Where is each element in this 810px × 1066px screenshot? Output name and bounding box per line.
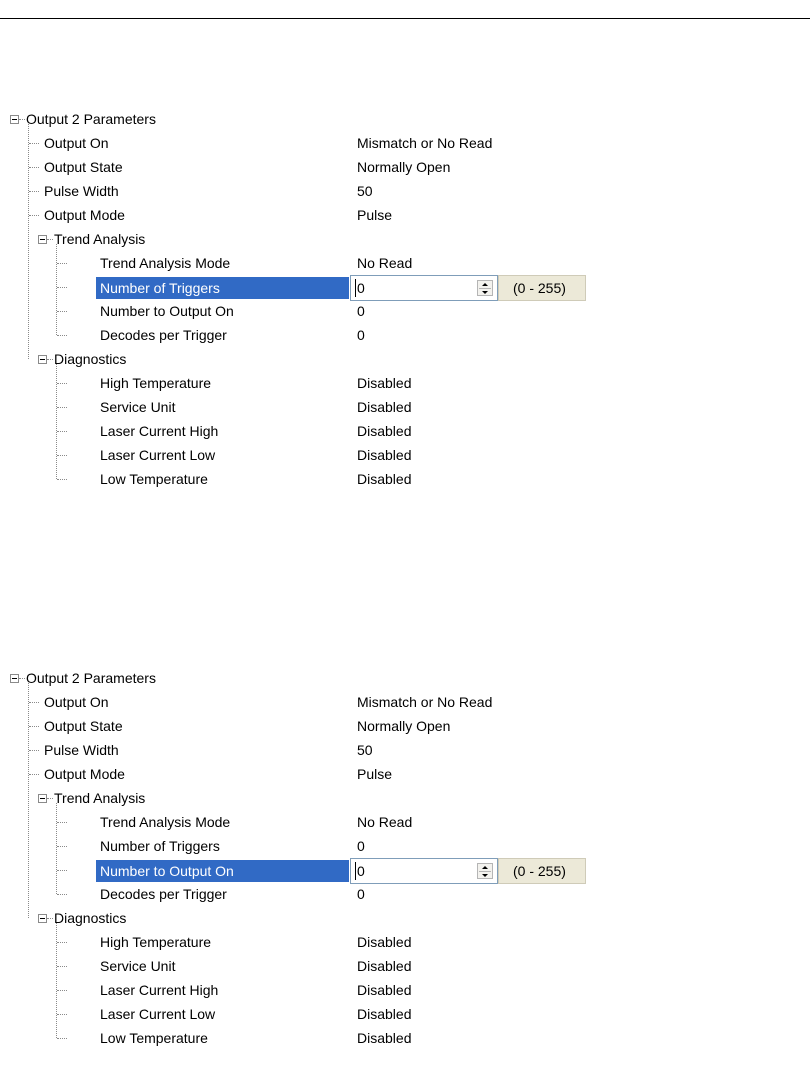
property-value[interactable]: Disabled bbox=[357, 399, 412, 415]
property-value[interactable]: Disabled bbox=[357, 423, 412, 439]
tree-node-diagnostics[interactable] bbox=[0, 906, 810, 930]
property-label: Output On bbox=[44, 694, 109, 710]
property-value[interactable]: Disabled bbox=[357, 982, 412, 998]
property-label: Laser Current High bbox=[100, 423, 219, 439]
property-value[interactable]: Normally Open bbox=[357, 159, 451, 175]
property-label: Decodes per Trigger bbox=[100, 886, 227, 902]
tree-node-output-2-parameters[interactable] bbox=[0, 666, 810, 690]
tree-node-label: Diagnostics bbox=[54, 910, 127, 926]
property-label: Number to Output On bbox=[100, 303, 234, 319]
tree-node-label: Trend Analysis bbox=[54, 231, 146, 247]
property-row-number-of-triggers-selected[interactable] bbox=[0, 275, 810, 299]
property-label: High Temperature bbox=[100, 375, 212, 391]
property-value[interactable]: Disabled bbox=[357, 447, 412, 463]
property-label: Trend Analysis Mode bbox=[100, 255, 231, 271]
value-range-hint: (0 - 255) bbox=[498, 275, 586, 301]
property-row-number-to-output-on[interactable] bbox=[0, 299, 810, 323]
property-row-pulse-width[interactable] bbox=[0, 738, 810, 762]
property-row-trend-analysis-mode[interactable] bbox=[0, 251, 810, 275]
property-value[interactable]: Disabled bbox=[357, 1030, 412, 1046]
property-value[interactable]: Mismatch or No Read bbox=[357, 694, 493, 710]
collapse-icon[interactable] bbox=[38, 235, 47, 244]
property-row-laser-current-high[interactable] bbox=[0, 419, 810, 443]
tree-node-label: Output 2 Parameters bbox=[26, 111, 156, 127]
property-value[interactable]: 50 bbox=[357, 183, 373, 199]
spin-up-icon[interactable] bbox=[482, 283, 488, 286]
property-value[interactable]: No Read bbox=[357, 814, 413, 830]
property-value[interactable]: 0 bbox=[357, 886, 365, 902]
property-label: Output Mode bbox=[44, 766, 125, 782]
property-label: Output State bbox=[44, 159, 123, 175]
property-row-pulse-width[interactable] bbox=[0, 179, 810, 203]
property-value[interactable]: 0 bbox=[357, 303, 365, 319]
property-value[interactable]: Pulse bbox=[357, 207, 393, 223]
number-of-triggers-input[interactable]: 0 bbox=[350, 275, 498, 301]
text-caret bbox=[355, 862, 356, 880]
property-row-low-temperature[interactable] bbox=[0, 467, 810, 491]
property-label: High Temperature bbox=[100, 934, 212, 950]
property-label: Pulse Width bbox=[44, 742, 119, 758]
property-row-laser-current-low[interactable] bbox=[0, 1002, 810, 1026]
tree-node-trend-analysis[interactable] bbox=[0, 227, 810, 251]
spin-down-icon[interactable] bbox=[482, 874, 488, 877]
property-label: Decodes per Trigger bbox=[100, 327, 227, 343]
property-value[interactable]: Disabled bbox=[357, 375, 412, 391]
property-label: Service Unit bbox=[100, 399, 176, 415]
value-range-hint: (0 - 255) bbox=[498, 858, 586, 884]
property-value[interactable]: 0 bbox=[357, 327, 365, 343]
property-row-decodes-per-trigger[interactable] bbox=[0, 882, 810, 906]
property-value[interactable]: Disabled bbox=[357, 958, 412, 974]
property-row-output-state[interactable] bbox=[0, 714, 810, 738]
property-value[interactable]: Disabled bbox=[357, 471, 412, 487]
tree-node-output-2-parameters[interactable] bbox=[0, 107, 810, 131]
tree-node-diagnostics[interactable] bbox=[0, 347, 810, 371]
property-value[interactable]: No Read bbox=[357, 255, 413, 271]
tree-node-trend-analysis[interactable] bbox=[0, 786, 810, 810]
spin-up-icon[interactable] bbox=[482, 866, 488, 869]
property-value[interactable]: 0 bbox=[357, 838, 365, 854]
property-row-number-to-output-on-selected[interactable] bbox=[0, 858, 810, 882]
spin-button[interactable] bbox=[477, 863, 493, 879]
tree-node-label: Diagnostics bbox=[54, 351, 127, 367]
property-row-service-unit[interactable] bbox=[0, 395, 810, 419]
collapse-icon[interactable] bbox=[10, 115, 19, 124]
property-label: Trend Analysis Mode bbox=[100, 814, 231, 830]
property-value[interactable]: Normally Open bbox=[357, 718, 451, 734]
property-label: Laser Current High bbox=[100, 982, 219, 998]
spin-button[interactable] bbox=[477, 280, 493, 296]
property-row-output-mode[interactable] bbox=[0, 203, 810, 227]
property-row-laser-current-high[interactable] bbox=[0, 978, 810, 1002]
property-row-high-temperature[interactable] bbox=[0, 371, 810, 395]
number-to-output-on-input[interactable]: 0 bbox=[350, 858, 498, 884]
property-row-output-on[interactable] bbox=[0, 131, 810, 155]
collapse-icon[interactable] bbox=[38, 355, 47, 364]
tree-node-label: Output 2 Parameters bbox=[26, 670, 156, 686]
property-tree-panel-1 bbox=[0, 107, 810, 507]
property-value[interactable]: Mismatch or No Read bbox=[357, 135, 493, 151]
property-row-high-temperature[interactable] bbox=[0, 930, 810, 954]
property-tree-panel-2 bbox=[0, 666, 810, 1066]
selected-row-highlight[interactable] bbox=[96, 277, 349, 299]
property-label: Pulse Width bbox=[44, 183, 119, 199]
page-header-rule bbox=[0, 18, 810, 19]
property-label: Low Temperature bbox=[100, 1030, 208, 1046]
property-value[interactable]: Disabled bbox=[357, 934, 412, 950]
property-row-low-temperature[interactable] bbox=[0, 1026, 810, 1050]
property-label: Output On bbox=[44, 135, 109, 151]
property-row-output-mode[interactable] bbox=[0, 762, 810, 786]
property-row-service-unit[interactable] bbox=[0, 954, 810, 978]
spin-down-icon[interactable] bbox=[482, 291, 488, 294]
property-value[interactable]: Pulse bbox=[357, 766, 393, 782]
property-value[interactable]: 50 bbox=[357, 742, 373, 758]
property-label: Laser Current Low bbox=[100, 447, 216, 463]
property-label: Low Temperature bbox=[100, 471, 208, 487]
collapse-icon[interactable] bbox=[38, 794, 47, 803]
property-row-output-state[interactable] bbox=[0, 155, 810, 179]
collapse-icon[interactable] bbox=[10, 674, 19, 683]
property-row-number-of-triggers[interactable] bbox=[0, 834, 810, 858]
property-row-laser-current-low[interactable] bbox=[0, 443, 810, 467]
property-label: Service Unit bbox=[100, 958, 176, 974]
property-row-decodes-per-trigger[interactable] bbox=[0, 323, 810, 347]
selected-row-highlight[interactable] bbox=[96, 860, 349, 882]
property-label: Number of Triggers bbox=[100, 280, 220, 296]
property-row-trend-analysis-mode[interactable] bbox=[0, 810, 810, 834]
property-value[interactable]: Disabled bbox=[357, 1006, 412, 1022]
property-label: Output Mode bbox=[44, 207, 125, 223]
collapse-icon[interactable] bbox=[38, 914, 47, 923]
property-row-output-on[interactable] bbox=[0, 690, 810, 714]
property-label: Laser Current Low bbox=[100, 1006, 216, 1022]
text-caret bbox=[355, 279, 356, 297]
property-label: Number of Triggers bbox=[100, 838, 220, 854]
property-label: Number to Output On bbox=[100, 863, 234, 879]
tree-node-label: Trend Analysis bbox=[54, 790, 146, 806]
property-label: Output State bbox=[44, 718, 123, 734]
